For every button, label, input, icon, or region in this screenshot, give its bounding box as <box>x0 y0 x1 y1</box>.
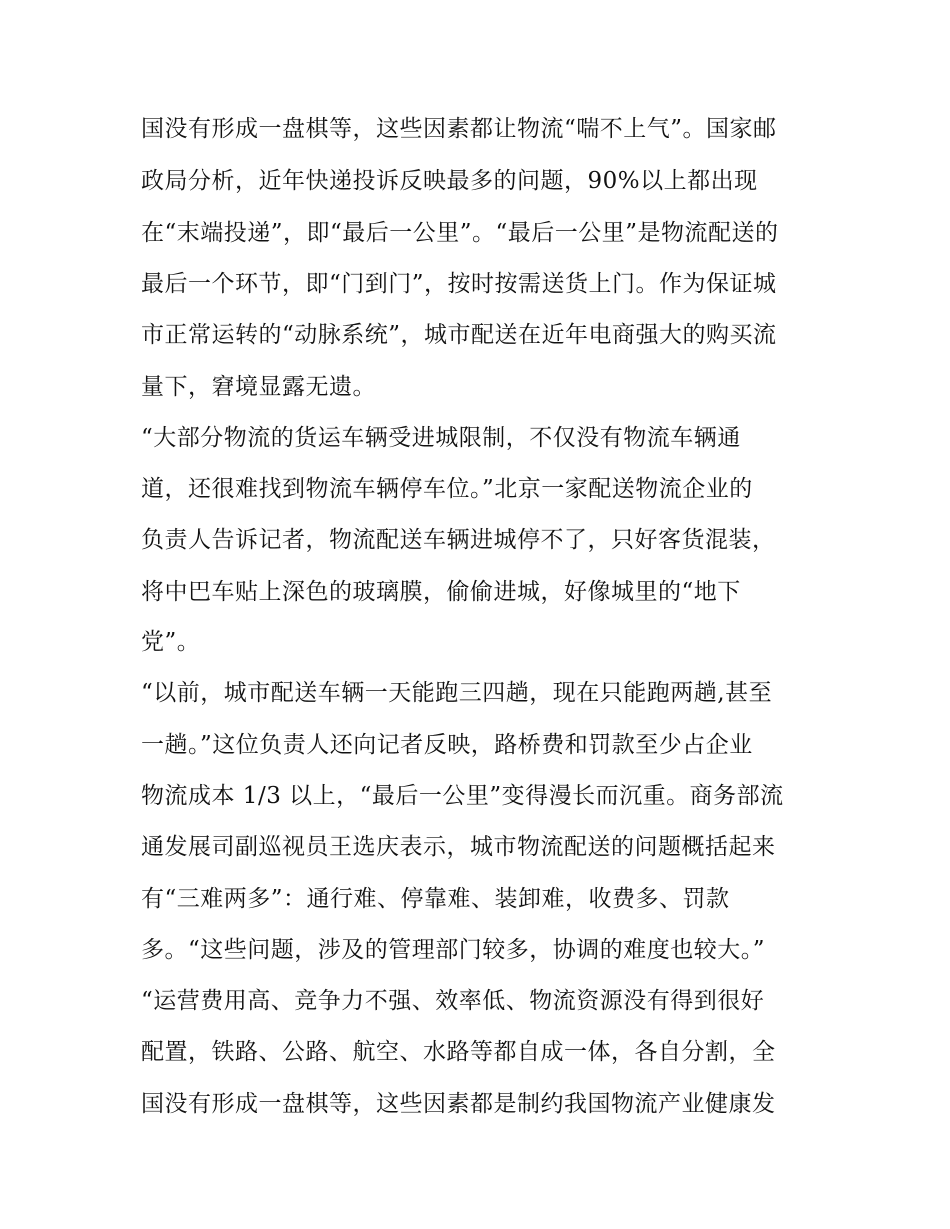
text-line: “以前，城市配送车辆一天能跑三四趟，现在只能跑两趟,甚至 <box>141 680 773 706</box>
text-line: “大部分物流的货运车辆受进城限制，不仅没有物流车辆通 <box>141 425 741 451</box>
text-line: 党”。 <box>141 629 201 655</box>
text-line: 量下，窘境显露无遗。 <box>141 374 376 400</box>
text-line: “运营费用高、竞争力不强、效率低、物流资源没有得到很好 <box>141 988 765 1014</box>
text-line: 市正常运转的“动脉系统”，城市配送在近年电商强大的购买流 <box>141 322 777 348</box>
text-line: 配置，铁路、公路、航空、水路等都自成一体，各自分割，全 <box>141 1039 776 1065</box>
text-line: 国没有形成一盘棋等，这些因素都让物流“喘不上气”。国家邮 <box>141 116 777 142</box>
text-line: 多。“这些问题，涉及的管理部门较多，协调的难度也较大。” <box>141 937 766 963</box>
text-line: 道，还很难找到物流车辆停车位。”北京一家配送物流企业的 <box>141 476 753 502</box>
text-line: 物流成本 1/3 以上，“最后一公里”变得漫长而沉重。商务部流 <box>141 783 784 809</box>
text-line: 一趟。”这位负责人还向记者反映，路桥费和罚款至少占企业 <box>141 732 753 758</box>
text-line: 通发展司副巡视员王选庆表示，城市物流配送的问题概括起来 <box>141 834 776 860</box>
text-line: 有“三难两多”：通行难、停靠难、装卸难，收费多、罚款 <box>141 886 730 912</box>
text-line: 将中巴车贴上深色的玻璃膜，偷偷进城，好像城里的“地下 <box>141 579 741 605</box>
text-line: 国没有形成一盘棋等，这些因素都是制约我国物流产业健康发 <box>141 1091 776 1117</box>
text-line: 政局分析，近年快递投诉反映最多的问题，90%以上都出现 <box>141 168 758 194</box>
text-line: 最后一个环节，即“门到门”，按时按需送货上门。作为保证城 <box>141 271 777 297</box>
text-line: 在“末端投递”，即“最后一公里”。“最后一公里”是物流配送的 <box>141 220 779 246</box>
text-line: 负责人告诉记者，物流配送车辆进城停不了，只好客货混装， <box>141 527 776 553</box>
